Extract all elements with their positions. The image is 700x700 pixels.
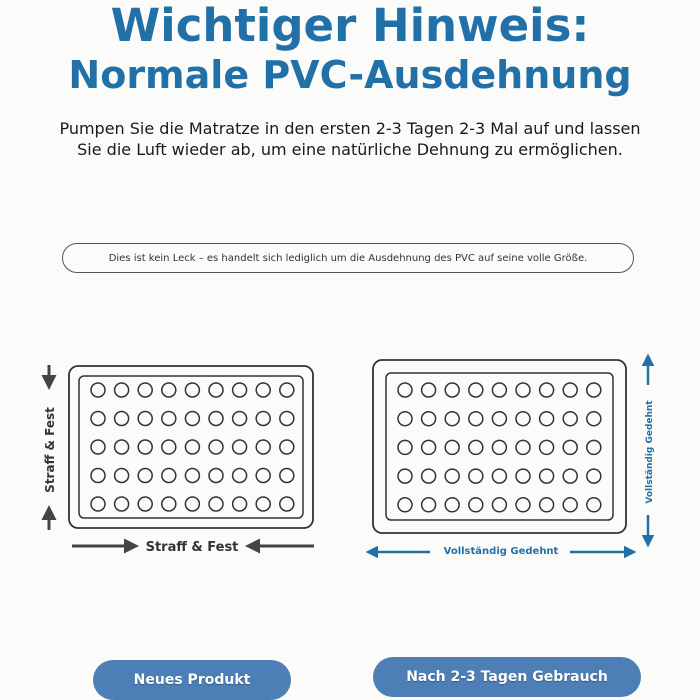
- left-horizontal-label: Straff & Fest: [145, 540, 239, 555]
- right-mattress-dots: [398, 383, 601, 512]
- air-chamber-dot: [209, 383, 223, 397]
- air-chamber-dot: [563, 440, 577, 454]
- air-chamber-dot: [233, 440, 247, 454]
- air-chamber-dot: [91, 469, 105, 483]
- air-chamber-dot: [445, 440, 459, 454]
- air-chamber-dot: [563, 469, 577, 483]
- instruction-line2: Sie die Luft wieder ab, um eine natürliche Dehnung zu ermöglichen.: [77, 140, 623, 159]
- air-chamber-dot: [398, 440, 412, 454]
- air-chamber-dot: [280, 383, 294, 397]
- page-title-line2: Normale PVC-Ausdehnung: [68, 53, 632, 97]
- air-chamber-dot: [422, 412, 436, 426]
- air-chamber-dot: [540, 440, 554, 454]
- air-chamber-dot: [516, 412, 530, 426]
- left-mattress: [69, 366, 313, 528]
- instruction-text: [40, 118, 660, 160]
- air-chamber-dot: [492, 469, 506, 483]
- air-chamber-dot: [185, 383, 199, 397]
- air-chamber-dot: [233, 497, 247, 511]
- air-chamber-dot: [492, 498, 506, 512]
- right-vertical-label: Vollständig Gedehnt: [645, 400, 655, 504]
- air-chamber-dot: [138, 383, 152, 397]
- air-chamber-dot: [540, 383, 554, 397]
- air-chamber-dot: [115, 383, 129, 397]
- air-chamber-dot: [233, 383, 247, 397]
- air-chamber-dot: [209, 440, 223, 454]
- air-chamber-dot: [115, 469, 129, 483]
- air-chamber-dot: [445, 498, 459, 512]
- air-chamber-dot: [563, 383, 577, 397]
- air-chamber-dot: [91, 383, 105, 397]
- air-chamber-dot: [185, 440, 199, 454]
- air-chamber-dot: [209, 469, 223, 483]
- air-chamber-dot: [492, 412, 506, 426]
- air-chamber-dot: [540, 412, 554, 426]
- air-chamber-dot: [185, 497, 199, 511]
- air-chamber-dot: [516, 498, 530, 512]
- air-chamber-dot: [138, 412, 152, 426]
- new-product-badge: Neues Produkt: [93, 660, 291, 700]
- after-use-badge: Nach 2-3 Tagen Gebrauch: [373, 657, 641, 697]
- air-chamber-dot: [469, 498, 483, 512]
- air-chamber-dot: [587, 469, 601, 483]
- air-chamber-dot: [398, 383, 412, 397]
- air-chamber-dot: [280, 469, 294, 483]
- page-title-line1: Wichtiger Hinweis:: [110, 0, 590, 52]
- air-chamber-dot: [162, 469, 176, 483]
- air-chamber-dot: [280, 497, 294, 511]
- air-chamber-dot: [91, 440, 105, 454]
- air-chamber-dot: [256, 440, 270, 454]
- air-chamber-dot: [422, 498, 436, 512]
- note-text: Dies ist kein Leck – es handelt sich lediglich um die Ausdehnung des PVC auf seine volle Größe.: [108, 252, 588, 264]
- air-chamber-dot: [516, 469, 530, 483]
- air-chamber-dot: [162, 412, 176, 426]
- air-chamber-dot: [280, 440, 294, 454]
- air-chamber-dot: [256, 469, 270, 483]
- air-chamber-dot: [162, 497, 176, 511]
- air-chamber-dot: [540, 498, 554, 512]
- air-chamber-dot: [233, 469, 247, 483]
- air-chamber-dot: [492, 383, 506, 397]
- air-chamber-dot: [422, 469, 436, 483]
- air-chamber-dot: [587, 412, 601, 426]
- air-chamber-dot: [256, 497, 270, 511]
- air-chamber-dot: [587, 498, 601, 512]
- air-chamber-dot: [115, 412, 129, 426]
- air-chamber-dot: [91, 497, 105, 511]
- air-chamber-dot: [185, 412, 199, 426]
- air-chamber-dot: [398, 412, 412, 426]
- air-chamber-dot: [209, 412, 223, 426]
- right-mattress: [373, 360, 626, 533]
- air-chamber-dot: [280, 412, 294, 426]
- air-chamber-dot: [516, 383, 530, 397]
- air-chamber-dot: [563, 498, 577, 512]
- air-chamber-dot: [138, 469, 152, 483]
- air-chamber-dot: [256, 412, 270, 426]
- air-chamber-dot: [587, 383, 601, 397]
- air-chamber-dot: [138, 440, 152, 454]
- air-chamber-dot: [91, 412, 105, 426]
- air-chamber-dot: [209, 497, 223, 511]
- air-chamber-dot: [492, 440, 506, 454]
- air-chamber-dot: [398, 469, 412, 483]
- note-box: [62, 243, 634, 273]
- air-chamber-dot: [587, 440, 601, 454]
- air-chamber-dot: [563, 412, 577, 426]
- air-chamber-dot: [162, 440, 176, 454]
- right-horizontal-label: Vollständig Gedehnt: [443, 546, 559, 557]
- air-chamber-dot: [469, 383, 483, 397]
- left-mattress-dots: [91, 383, 294, 511]
- air-chamber-dot: [185, 469, 199, 483]
- air-chamber-dot: [516, 440, 530, 454]
- air-chamber-dot: [422, 383, 436, 397]
- air-chamber-dot: [115, 497, 129, 511]
- air-chamber-dot: [233, 412, 247, 426]
- air-chamber-dot: [445, 469, 459, 483]
- air-chamber-dot: [256, 383, 270, 397]
- left-vertical-label: Straff & Fest: [43, 407, 57, 493]
- air-chamber-dot: [469, 469, 483, 483]
- air-chamber-dot: [115, 440, 129, 454]
- left-compress-arrows: [49, 365, 314, 546]
- air-chamber-dot: [540, 469, 554, 483]
- air-chamber-dot: [162, 383, 176, 397]
- air-chamber-dot: [445, 412, 459, 426]
- air-chamber-dot: [422, 440, 436, 454]
- instruction-line1: Pumpen Sie die Matratze in den ersten 2-3 Tagen 2-3 Mal auf und lassen: [59, 119, 641, 138]
- air-chamber-dot: [469, 440, 483, 454]
- air-chamber-dot: [398, 498, 412, 512]
- air-chamber-dot: [445, 383, 459, 397]
- air-chamber-dot: [138, 497, 152, 511]
- air-chamber-dot: [469, 412, 483, 426]
- mattress-illustration: [0, 340, 700, 570]
